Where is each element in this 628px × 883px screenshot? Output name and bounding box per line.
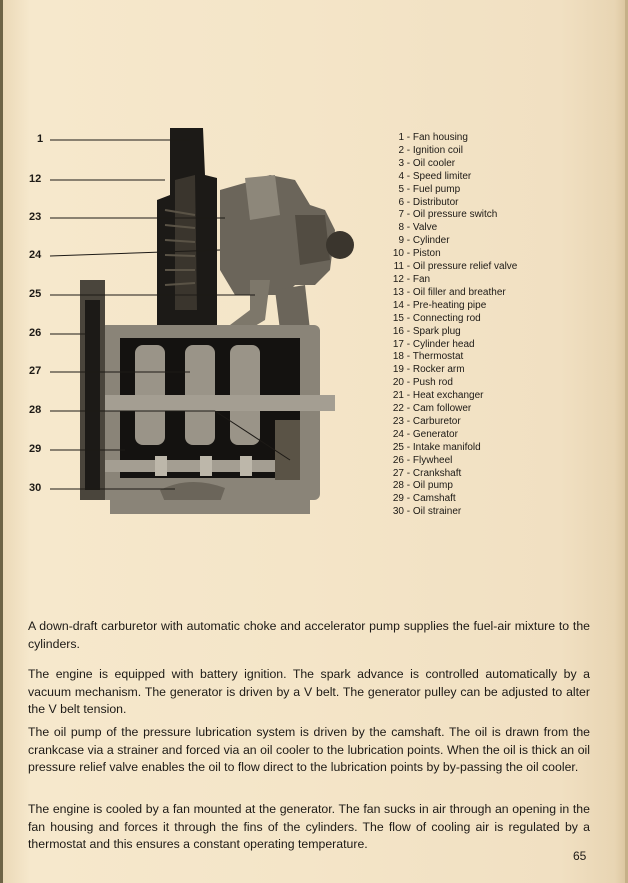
legend-item: 1 - Fan housing: [390, 132, 580, 145]
legend-item-label: Connecting rod: [412, 312, 481, 324]
legend-item-label: Cylinder head: [412, 338, 475, 350]
callout-30: 30: [29, 482, 42, 494]
engine-cutaway-figure: [25, 120, 365, 520]
legend-item: 29 - Camshaft: [390, 493, 580, 506]
legend-item-label: Rocker arm: [412, 364, 465, 376]
legend-item-label: Crankshaft: [412, 467, 462, 479]
legend-item-label: Camshaft: [412, 493, 456, 505]
legend-item-number: 29: [392, 493, 404, 505]
legend-item-label: Push rod: [412, 377, 453, 389]
callout-24: 24: [29, 249, 42, 261]
legend-item-number: 16: [392, 325, 404, 337]
legend-item-number: 27: [392, 467, 404, 479]
legend-item: 24 - Generator: [390, 429, 580, 442]
legend-item-number: 22: [392, 403, 404, 415]
legend-item-number: 17: [392, 338, 404, 350]
callout-12: 12: [29, 173, 42, 185]
legend-item: 22 - Cam follower: [390, 403, 580, 416]
legend-item-number: 19: [392, 364, 404, 376]
legend-item-label: Oil strainer: [412, 506, 462, 518]
legend-item: 18 - Thermostat: [390, 351, 580, 364]
legend-item: 6 - Distributor: [390, 197, 580, 210]
legend-item-label: Thermostat: [412, 351, 464, 363]
legend-item: 7 - Oil pressure switch: [390, 209, 580, 222]
legend-item: 17 - Cylinder head: [390, 339, 580, 352]
legend-item-number: 24: [392, 428, 404, 440]
page-number: 65: [573, 849, 587, 863]
callout-25: 25: [29, 288, 42, 300]
legend-item-label: Pre-heating pipe: [412, 299, 487, 311]
legend-item-label: Heat exchanger: [412, 390, 484, 402]
legend-item: 21 - Heat exchanger: [390, 390, 580, 403]
legend-item: 23 - Carburetor: [390, 416, 580, 429]
callout-23: 23: [29, 211, 42, 223]
legend-item-label: Ignition coil: [412, 144, 463, 156]
legend-item: 25 - Intake manifold: [390, 442, 580, 455]
legend-item-number: 5: [398, 183, 404, 195]
legend-item-label: Piston: [412, 248, 441, 260]
legend-item-number: 9: [398, 235, 404, 247]
legend-item-number: 3: [398, 157, 404, 169]
legend-item-number: 12: [392, 273, 404, 285]
legend-item-number: 1: [398, 132, 404, 143]
legend-item-label: Oil pressure switch: [412, 209, 498, 221]
legend-item: 5 - Fuel pump: [390, 184, 580, 197]
engine-cutaway-illustration: [25, 120, 365, 520]
legend-item-label: Fan: [412, 273, 431, 285]
legend-item-number: 25: [392, 441, 404, 453]
legend-item-label: Oil cooler: [412, 157, 456, 169]
legend-item: 10 - Piston: [390, 248, 580, 261]
legend-item-number: 6: [398, 196, 404, 208]
legend-item-number: 2: [398, 144, 404, 156]
legend-item-number: 15: [392, 312, 404, 324]
legend-item: 12 - Fan: [390, 274, 580, 287]
callout-29: 29: [29, 443, 42, 455]
legend-item: 14 - Pre-heating pipe: [390, 300, 580, 313]
legend-item-label: Speed limiter: [412, 170, 472, 182]
legend-item-number: 26: [392, 454, 404, 466]
legend-item-label: Spark plug: [412, 325, 461, 337]
legend-item: 30 - Oil strainer: [390, 506, 580, 519]
paragraph-lubrication: The oil pump of the pressure lubrication system is driven by the camshaft. The oil is drawn from the crankcase via a strainer and forced via an oil cooler to the lubrication points. When the oil is thick an oil pressure relief valve enables the oil to flow direct to the lubrication points by by-passing the oil cooler.: [28, 725, 590, 774]
legend-item: 19 - Rocker arm: [390, 364, 580, 377]
legend-item: 16 - Spark plug: [390, 326, 580, 339]
legend-item: 4 - Speed limiter: [390, 171, 580, 184]
legend-item-label: Oil filler and breather: [412, 286, 506, 298]
legend-item-label: Fuel pump: [412, 183, 461, 195]
legend-item: 28 - Oil pump: [390, 480, 580, 493]
callout-28: 28: [29, 404, 42, 416]
legend-item-number: 20: [392, 377, 404, 389]
legend-item-label: Fan housing: [412, 132, 468, 143]
legend-item-number: 11: [393, 261, 404, 273]
legend-item-number: 4: [398, 170, 404, 182]
callout-27: 27: [29, 365, 42, 377]
page-edge-left: [0, 0, 3, 883]
legend-item-number: 21: [392, 390, 404, 402]
legend-item-label: Intake manifold: [412, 441, 481, 453]
legend-item: 3 - Oil cooler: [390, 158, 580, 171]
legend-item-label: Generator: [412, 428, 458, 440]
legend-item: 9 - Cylinder: [390, 235, 580, 248]
legend-item: 20 - Push rod: [390, 377, 580, 390]
legend-item-number: 23: [392, 415, 404, 427]
paragraph-cooling: The engine is cooled by a fan mounted at the generator. The fan sucks in air through an opening in the fan housing and forces it through the fins of the cylinders. The flow of cooling air is regulated by a thermostat and this ensures a constant operating temperature.: [28, 802, 590, 851]
legend-item: 13 - Oil filler and breather: [390, 287, 580, 300]
paragraph-carburetor: A down-draft carburetor with automatic choke and accelerator pump supplies the fuel-air mixture to the cylinders.: [28, 619, 590, 651]
legend-item-number: 14: [392, 299, 404, 311]
legend-item-label: Distributor: [412, 196, 459, 208]
legend-item-number: 10: [392, 248, 404, 260]
legend-item-label: Carburetor: [412, 415, 461, 427]
legend-item-number: 18: [392, 351, 404, 363]
legend-item-number: 13: [392, 286, 404, 298]
legend-item: 15 - Connecting rod: [390, 313, 580, 326]
legend-item-number: 7: [398, 209, 404, 221]
legend-item: 2 - Ignition coil: [390, 145, 580, 158]
paragraph-ignition: The engine is equipped with battery ignition. The spark advance is controlled automatically by a vacuum mechanism. The generator is driven by a V belt. The generator pulley can be adjusted to alter the V belt tension.: [28, 667, 590, 716]
legend-item-label: Oil pump: [412, 480, 453, 492]
legend-item-label: Cylinder: [412, 235, 450, 247]
parts-legend: [390, 132, 580, 519]
callout-1: 1: [37, 133, 44, 145]
legend-item-number: 30: [392, 506, 404, 518]
legend-item-label: Flywheel: [412, 454, 453, 466]
callout-26: 26: [29, 327, 42, 339]
legend-item: 27 - Crankshaft: [390, 468, 580, 481]
legend-item-number: 8: [398, 222, 404, 234]
legend-item: 26 - Flywheel: [390, 455, 580, 468]
legend-item-label: Valve: [412, 222, 438, 234]
legend-item-label: Cam follower: [412, 403, 472, 415]
legend-item: 8 - Valve: [390, 222, 580, 235]
legend-item: 11 - Oil pressure relief valve: [390, 261, 580, 274]
legend-item-number: 28: [392, 480, 404, 492]
legend-item-label: Oil pressure relief valve: [412, 261, 518, 273]
